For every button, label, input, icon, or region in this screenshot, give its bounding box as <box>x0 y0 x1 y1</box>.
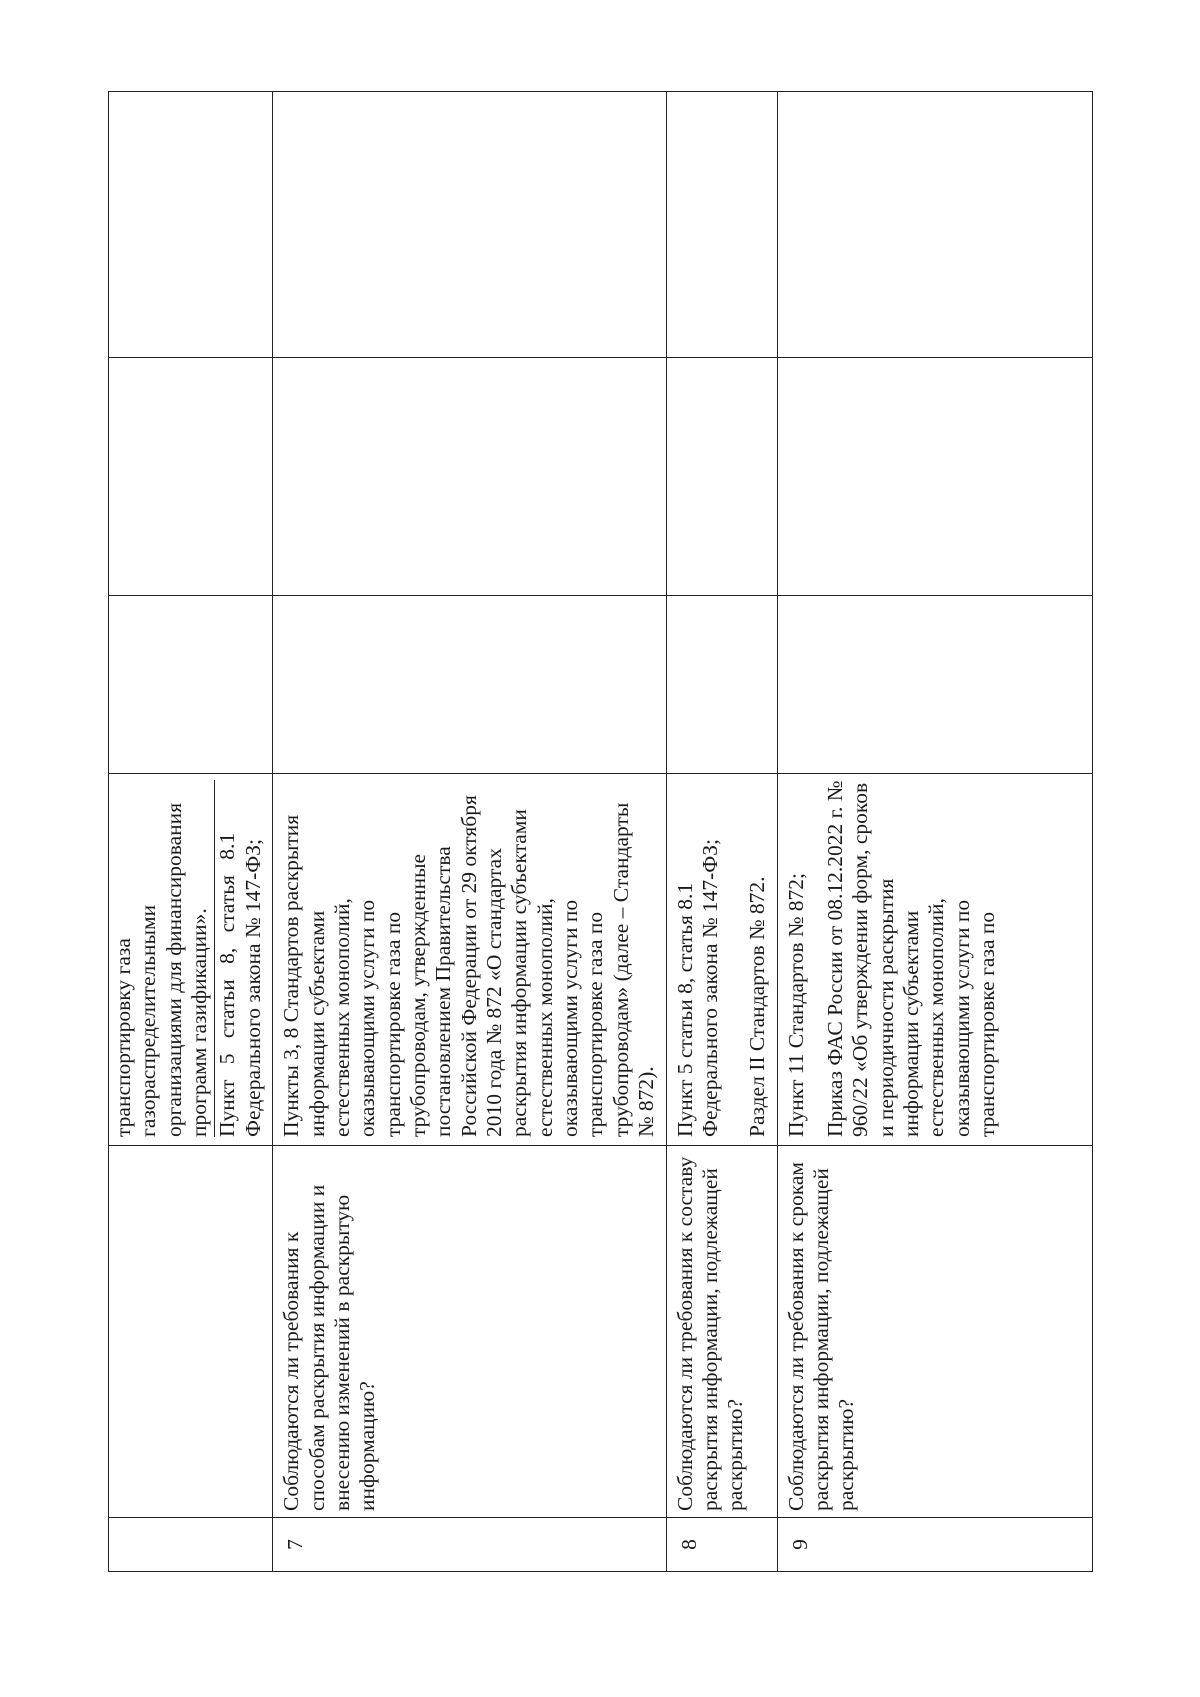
norm-line: Раздел II Стандартов № 872. <box>745 876 770 1137</box>
question-cell: Соблюдаются ли требования к срокам раскрытия информации, подлежащей раскрытию? <box>777 1146 1092 1518</box>
empty-cell <box>777 358 1092 596</box>
empty-cell <box>109 92 273 358</box>
empty-cell <box>666 358 777 596</box>
norm-cell <box>666 774 777 1146</box>
row-number: 8 <box>666 1518 777 1572</box>
question-cell: Соблюдаются ли требования к способам раскрытия информации и внесению изменений в раскрытую информацию? <box>273 1146 666 1518</box>
norm-cell: Пункты 3, 8 Стандартов раскрытия информации субъектами естественных монополий, оказывающими услуги по транспортировке газа по трубопроводам, утвержденные постановлением Правительства Российской Федерации от 29 октября 2010 года № 872 «О стандартах раскрытия информации субъектами естественных монополий, оказывающими услуги по транспортировке газа по трубопроводам» (далее – Стандарты № 872). <box>273 774 666 1146</box>
empty-cell <box>273 92 666 358</box>
empty-cell <box>109 358 273 596</box>
empty-cell <box>109 596 273 774</box>
rotated-page <box>108 92 1093 1572</box>
checklist-table <box>108 91 1093 1572</box>
norm-line: Пункт 5 статьи 8, статья 8.1 <box>215 832 240 1137</box>
norm-cell <box>109 774 273 1146</box>
empty-cell <box>666 596 777 774</box>
table-row <box>777 92 1092 1572</box>
question-cell: Соблюдаются ли требования к составу раскрытия информации, подлежащей раскрытию? <box>666 1146 777 1518</box>
table-row <box>273 92 666 1572</box>
question-cell <box>109 1146 273 1518</box>
norm-line: организациями для финансирования <box>161 802 186 1137</box>
norm-line: Федерального закона № 147-ФЗ; <box>240 839 265 1137</box>
norm-line: Пункт 11 Стандартов № 872; <box>783 872 808 1137</box>
norm-cell <box>777 774 1092 1146</box>
empty-cell <box>777 92 1092 358</box>
norm-line: Приказ ФАС России от 08.12.2022 г. № 960/22 «Об утверждении форм, сроков и периодичности раскрытия информации субъектами естественных монополий, оказывающими услуги по транспортировке газа по <box>822 780 1000 1137</box>
row-number: 7 <box>273 1518 666 1572</box>
norm-line: транспортировку газа <box>111 938 135 1137</box>
norm-line: программ газификации». <box>187 780 215 1137</box>
row-number: 9 <box>777 1518 1092 1572</box>
empty-cell <box>273 596 666 774</box>
empty-cell <box>666 92 777 358</box>
norm-line: Пункт 5 статьи 8, статья 8.1 Федерального закона № 147-ФЗ; <box>672 839 722 1137</box>
table-row <box>666 92 777 1572</box>
empty-cell <box>273 358 666 596</box>
row-number <box>109 1518 273 1572</box>
norm-line: газораспределительными <box>136 904 161 1137</box>
table-row <box>109 92 273 1572</box>
empty-cell <box>777 596 1092 774</box>
